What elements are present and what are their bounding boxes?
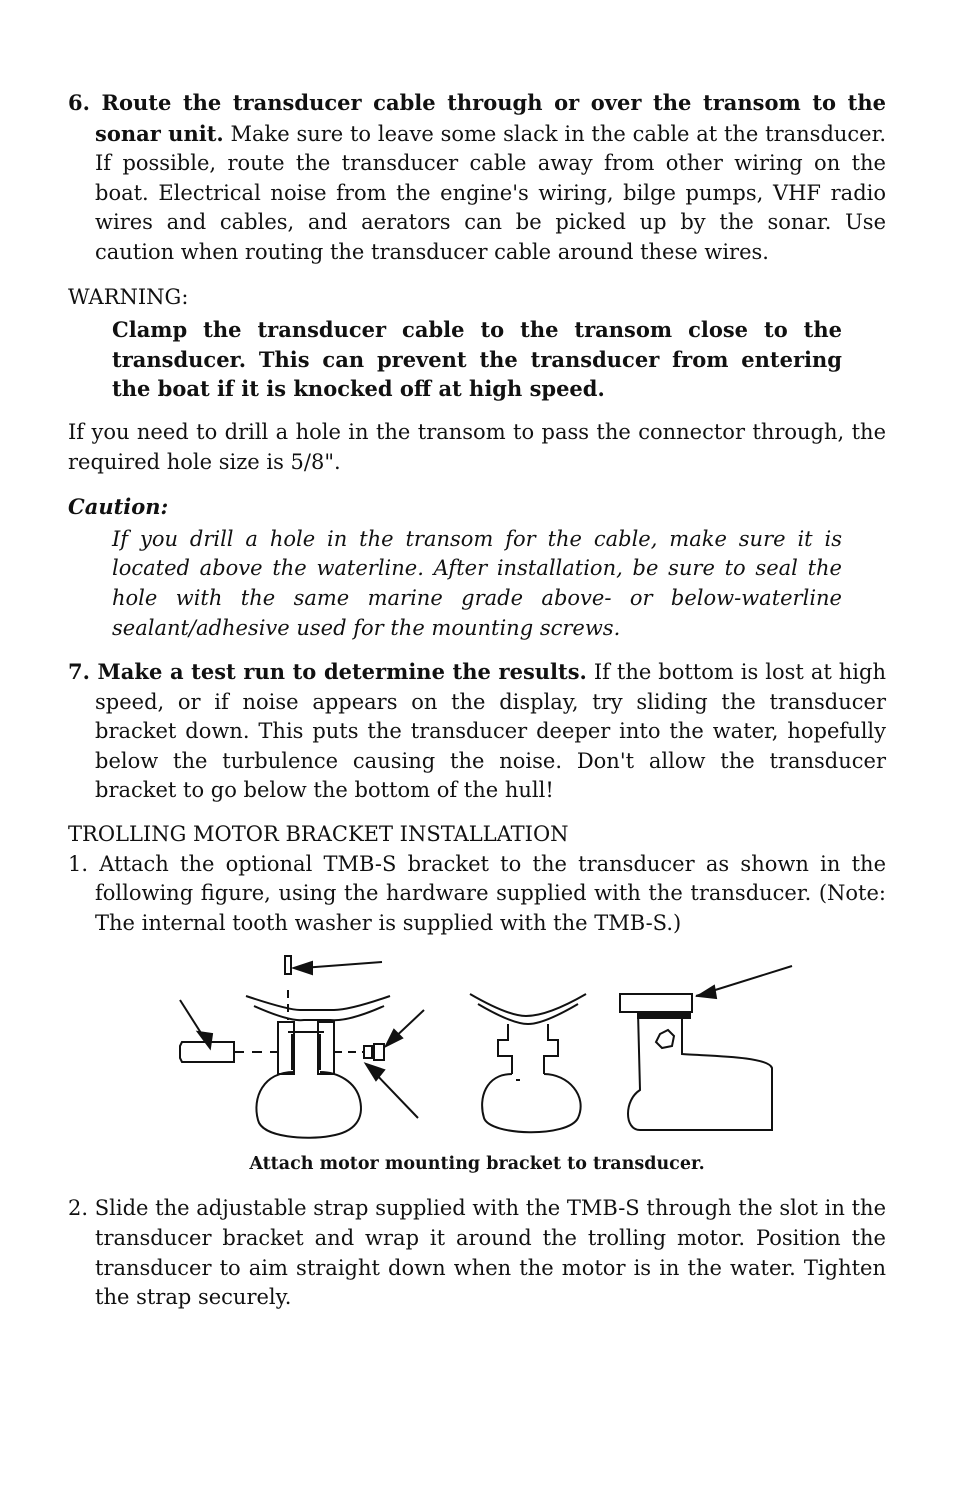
step-7-lead: 7. Make a test run to determine the results. — [68, 659, 587, 685]
step-6 — [68, 88, 886, 268]
figure-caption: Attach motor mounting bracket to transducer. — [249, 1154, 705, 1175]
drill-note: If you need to drill a hole in the transom to pass the connector through, the required hole size is 5/8". — [68, 419, 886, 474]
tm-step-2: 2. Slide the adjustable strap supplied with the TMB-S through the slot in the transducer bracket and wrap it around the trolling motor. Position the transducer to aim straight down when the motor is in the water. Tighten the strap securely. — [68, 1196, 886, 1310]
bracket-illustration — [68, 950, 886, 1146]
manual-page — [68, 88, 886, 1313]
bracket-figure — [68, 950, 886, 1146]
transducer-side-view — [620, 966, 792, 1130]
caution-label: Caution: — [68, 494, 169, 520]
section-heading: TROLLING MOTOR BRACKET INSTALLATION — [68, 822, 569, 847]
caution-text: If you drill a hole in the transom for the cable, make sure it is located above the waterline. After installation, be sure to seal the hole with the same marine grade above- or below-waterline sealant/adhesive used for the mounting screws. — [112, 526, 842, 640]
assembled-side-view — [470, 994, 586, 1132]
step-7-body: If the bottom is lost at high speed, or if noise appears on the display, try sliding the transducer bracket down. This puts the transducer deeper into the water, hopefully below the turbulence causing the noise. Don't allow the transducer bracket to go below the bottom of the hull! — [95, 660, 886, 803]
exploded-assembly-drawing — [180, 956, 390, 1138]
warning-label: WARNING: — [68, 284, 189, 309]
step-6-body: Make sure to leave some slack in the cable at the transducer. If possible, route the transducer cable away from other wiring on the boat. Electrical noise from the engine's wiring, bilge pumps, VHF radio wires and cables, and aerators can be picked up by the sonar. Use caution when routing the transducer cable around these wires. — [95, 121, 887, 264]
step-7 — [68, 657, 886, 806]
warning-text: Clamp the transducer cable to the transom close to the transducer. This can prevent the transducer from entering the boat if it is knocked off at high speed. — [112, 317, 842, 402]
tm-step-1: 1. Attach the optional TMB-S bracket to the transducer as shown in the following figure, using the hardware supplied with the transducer. (Note: The internal tooth washer is supplied with the TMB-S.) — [68, 851, 886, 935]
step-6-lead: 6. Route the transducer cable through or over the transom to the sonar unit. — [68, 90, 886, 146]
callout-arrows — [180, 962, 424, 1118]
